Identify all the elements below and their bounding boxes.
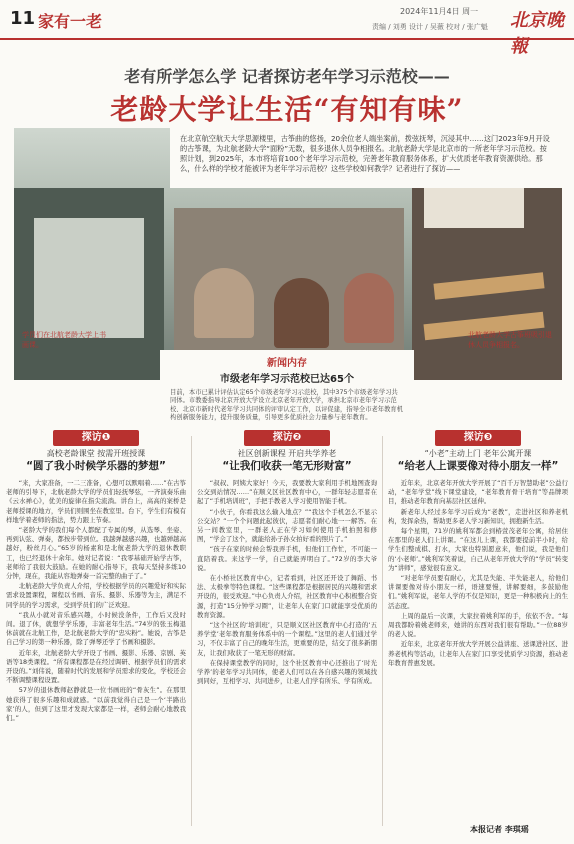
column-tag: 探访❸ (435, 430, 521, 446)
news-sidebar (160, 350, 414, 422)
column-divider (382, 436, 383, 826)
paragraph: 近年来，北京老年开放大学开展了“百千万智慧助老”公益行动，“老年学堂”线下课堂建设，“老年教育骨干培育”等品牌项目，推动老年教育向基层社区延伸。 (388, 479, 568, 506)
paragraph: 上周的最后一次课，大家拉着姚利军的手，依依不舍。“每周我都盼着姚老师来，她讲的东西对我们很有帮助。”一位88岁的老人说。 (388, 611, 568, 639)
column-tag: 探访❷ (244, 430, 330, 446)
article-column-1 (6, 430, 186, 844)
column-body (388, 479, 568, 844)
paragraph: 新老年人经过多年学习后成为“老教”，走进社区和养老机构，发挥余热，帮助更多老人学习新知识，拥抱新生活。 (388, 507, 568, 525)
column-title: “圆了我小时候学乐器的梦想” (26, 460, 166, 472)
reporter-byline: 本报记者 李琪瑶 (470, 825, 529, 834)
paragraph: “老龄大学的我们每个人都配了专属的琴，从选琴、坐姿、再到认弦、弹奏，都按步带到位。我越弹越感兴趣，也越弹越高越好，粉丝月心。”65岁的杨素和是北航老龄大学的退休教职工，也已经退休十余年。她对记者说：“我零基础开始学古筝，老师给了我很大鼓励。在她的耐心指导下，我每天坚持多练10分钟，现在，我能从容地弹奏一首完整的曲子了。” (6, 526, 186, 581)
paragraph: 在保持课堂教学的同时，这个社区教育中心还推出了‘时光学养’的老年学习共同体，使老人们可以在各自感兴趣的领域找到同好，互相学习、共同进步，让老人们学有所乐、学有所成。 (197, 658, 377, 686)
column-title: “给老人上课要像对待小朋友一样” (397, 460, 559, 472)
paragraph: “这个社区的‘培训班’，只是顺义区社区教育中心打造的‘五养学堂’老年教育服务体系中的一个课程。”这里的老人们通过学习，不仅丰富了自己的晚年生活，更重要的是，结交了很多新朋友，让我们收获了一笔无形的财富。 (197, 621, 377, 657)
column-body (197, 479, 377, 844)
news-sidebar-body: 目前，本市已累计评估认定65个市级老年学习示范校，其中375个市级老年学习共同体。市教委指导北京开放大学设立北京老年开放大学，承担北京市老年学习示范校、北京市新时代老年学习共同体的评审认定工作，以评促建，指导全市老年教育机构创新服务能力，提升服务质量，引导更多优质社会力量参与老年教育。 (170, 389, 403, 422)
column-subtitle: “小老”主动上门 老年公寓开课 (424, 449, 532, 458)
section-name: 家有一老 (38, 12, 103, 31)
photo-caption-right: 北航老龄大学古筝班吸引退休人员争相报名。 (468, 331, 552, 349)
paragraph: “孩子在家的时候会帮我弄手机，但他们工作忙，不可能一直陪着我。来这学一学，自己就能弄明白了。”72岁的李大爷说。 (197, 545, 377, 572)
article-column-3 (388, 430, 568, 844)
news-sidebar-tag: 新闻内存 (267, 358, 307, 369)
page-number: 11 (10, 8, 36, 29)
headline-kicker: 老有所学怎么学 记者探访老年学习示范校—— (124, 67, 450, 86)
paragraph: “来，大家准备，一二三准备，心想可以默唱着……”在古筝老师的引导下，北航老龄大学的学员们轻抚琴弦，一齐演奏乐曲《云水禅心》，优美的旋律在指尖流淌。讲台上，高高的案桥是老师授课的地方，学员们则围坐在教室里。台下，学生们有模有样地学着老师的指法，势力跟上节奏。 (6, 479, 186, 524)
paragraph: “对老年学员要有耐心，尤其是失能、半失能老人，给他们讲课要像对待小朋友一样，语速要慢，讲解要细，多鼓励他们。”姚利军说，老年人学的不仅是知识，更是一种积极向上的生活态度。 (388, 574, 568, 610)
editor-credits: 责编 / 刘勇 设计 / 吴薇 校对 / 张广魁 (372, 23, 488, 31)
main-headline: 老龄大学让生活“有知有味” (110, 93, 464, 126)
issue-date: 2024年11月4日 周一 (400, 7, 479, 16)
paragraph: 在小桥社区教育中心，记者看到，社区还开设了舞蹈、书法、太极拳等特色课程。“这些课程都是根据居民的兴趣和需求开设的，很受欢迎。”中心负责人介绍，社区教育中心积极整合资源，打造“15分钟学习圈”，让老年人在家门口就能享受优质的教育资源。 (197, 574, 377, 619)
paragraph: 每个星期，71岁的姚利军都会到椿萱茂老年公寓，给居住在那里的老人们上讲课。“在这儿上课，我都要提前半小时，给学生们整成棋、打水，大家也特别愿意来，他们说，我是他们的‘小老师’。”姚利军笑着说，自己从老年开放大学的“学员”转变为“讲师”，感觉很有意义。 (388, 527, 568, 572)
column-tag: 探访❶ (53, 430, 139, 446)
column-subtitle: 高校老龄课堂 按需开班授课 (46, 449, 146, 458)
paragraph: 近年来，北京老年开放大学开展公益讲座、送课进社区、进养老机构等活动，让老年人在家门口享受优质学习资源，推动老年教育普惠发展。 (388, 640, 568, 667)
intro-paragraph: 在北京航空航天大学思源楼里，古筝曲的悠扬，20余位老人端坐案前，拨弦抚琴，沉浸其中……这门2023年9月开设的古筝课，为北航老龄大学“面粉”无数，很多退休人员争相报名。北航老龄大学是北京市的一所老年学习示范校。按照计划，到2025年，本市将培育100个老年学习示范校，完善老年教育服务体系，扩大优质老年教育资源供给。那么，什么样的学校才能被评为老年学习示范校？这些学校如何教学？记者进行了探访—— (170, 128, 562, 188)
newspaper-logo: 北京晚報 (510, 10, 564, 57)
article-column-2 (197, 430, 377, 844)
paragraph: 57岁的退休教师赵静就是一位书画班的“骨灰生”。在那里她获得了很多乐趣和成就感。“以前我觉得自己是一个‘半路出家’的人，但到了这里才发现大家都是一样，老师会耐心地教我们。” (6, 686, 186, 723)
paragraph: 近年来，北航老龄大学开设了书画、摄影、乐器、京剧、英语等18类课程。“所有课程都是在经过调研、根据学员们的需求开设的。”刘伟说，随着时代的发展和学员需求的变化，学校还会不断调整课程设置。 (6, 648, 186, 685)
column-divider (191, 436, 192, 826)
paragraph: “小伙子，你看我这么输入地点？”“我这个手机怎么不显示公交站？”一个个问题此起彼伏，志愿者们耐心地一一解答。在另一间教室里，一群老人正在学习如何使用手机拍照和修图，“学会了这个，就能给孙子孙女拍好看的照片了。” (197, 507, 377, 544)
page-header (0, 0, 574, 57)
news-sidebar-title: 市级老年学习示范校已达65个 (220, 374, 354, 385)
column-subtitle: 社区创新课程 开启共学养老 (237, 449, 337, 458)
photo-caption-left: 学员们在北航老龄大学上书画课。 (22, 331, 106, 349)
column-title: “让我们收获一笔无形财富” (222, 460, 352, 472)
paragraph: 北航老龄大学负责人介绍，学校根据学员的兴趣爱好和实际需求设置课程，课程以书画、音乐、摄影、乐器等为主，满足不同学员的学习需求，受到学员们的广泛欢迎。 (6, 582, 186, 609)
paragraph: “叔叔、阿姨大家好！今天，我要教大家利用手机地图查询公交到站情况……”在顺义区社区教育中心，一群年轻志愿者在起了“手机培训班”，手把手教老人学习使用智能手机。 (197, 479, 377, 506)
paragraph: “我从小就对音乐感兴趣，小时候没条件，工作后又没时间。退了休，就想学学乐器，丰富老年生活。”74岁的张玉梅退休前就在北航工作，是北航老龄大学的“忠实粉”。她说，古筝是自己学习的第一种乐器，除了弹琴还学了书画和摄影。 (6, 610, 186, 647)
column-body (6, 479, 186, 844)
